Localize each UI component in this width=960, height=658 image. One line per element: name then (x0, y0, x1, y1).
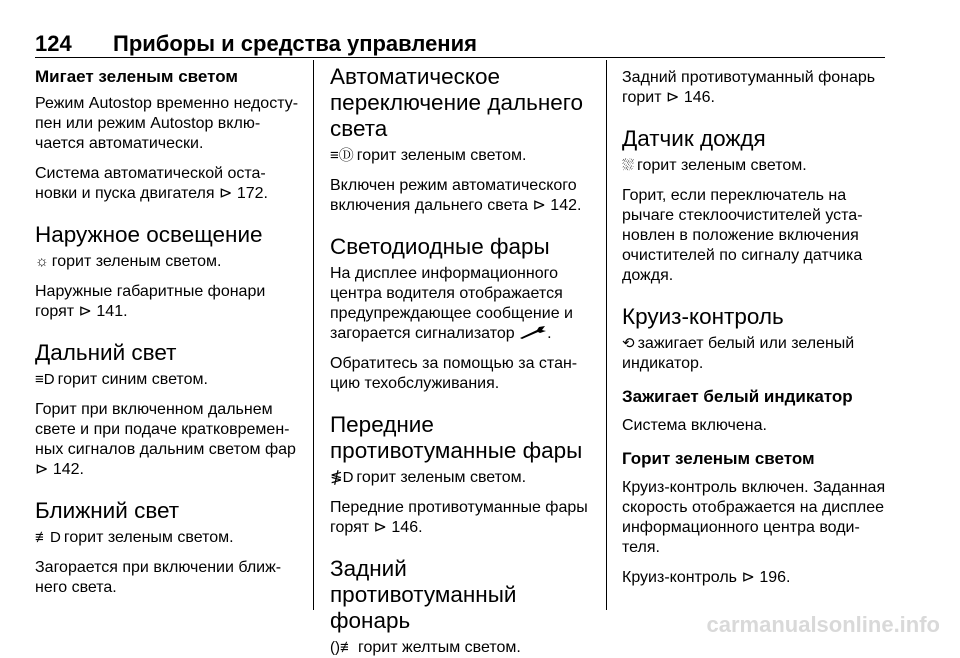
paragraph: На дисплее информационного центра водителя отображается предупреждающее сообщение и загорается сигнализатор . (330, 265, 573, 342)
header-rule (35, 57, 885, 58)
paragraph: Круиз-контроль ⊳ 196. (622, 569, 791, 586)
paragraph: Система включена. (622, 417, 767, 434)
paragraph: Задний противотуманный фонарь горит ⊳ 146. (622, 69, 876, 106)
paragraph: Обратитесь за помощью за стан-цию техобслуживания. (330, 355, 578, 392)
paragraph: Круиз-контроль включен. Заданная скорость отображается на дисплее информационного центра води-теля. (622, 479, 886, 556)
column-1 (35, 60, 300, 598)
status-line: ≡Ⓓ горит зеленым светом. (330, 147, 527, 164)
status-line: ⟲ зажигает белый или зеленый индикатор. (622, 335, 855, 372)
page-reference[interactable]: 146. (683, 89, 715, 106)
section-title-exterior: Наружное освещение (35, 222, 263, 247)
reference-arrow-icon: ⊳ (35, 461, 49, 478)
page-reference[interactable]: 142. (550, 197, 582, 214)
paragraph: Наружные габаритные фонари горят ⊳ 141. (35, 283, 266, 320)
page-reference[interactable]: 196. (759, 569, 791, 586)
section-title-high-beam: Дальний свет (35, 340, 177, 365)
rear-fog-icon: ()≢ (330, 639, 355, 656)
section-title-rear-fog: Задний противотуманный фонарь (330, 556, 517, 633)
page-reference[interactable]: 146. (391, 519, 423, 536)
reference-arrow-icon: ⊳ (532, 197, 546, 214)
column-divider-1 (313, 60, 314, 610)
low-beam-icon: ≢D (35, 529, 61, 546)
watermark: carmanualsonline.info (706, 612, 940, 637)
subsection-title-green: Горит зеленым светом (622, 449, 815, 468)
paragraph (35, 460, 300, 480)
high-beam-icon: ≡D (35, 371, 55, 388)
wrench-icon (519, 325, 547, 339)
reference-arrow-icon: ⊳ (373, 519, 387, 536)
status-line: ☼ горит зеленым светом. (35, 253, 222, 270)
section-title-rain-sensor: Датчик дождя (622, 126, 766, 151)
page-number: 124 (35, 31, 72, 56)
auto-high-beam-icon: ≡Ⓓ (330, 147, 354, 164)
section-title-led: Светодиодные фары (330, 234, 550, 259)
status-line: ⛆ горит зеленым светом. (622, 157, 807, 174)
cruise-control-icon: ⟲ (622, 335, 635, 352)
rain-sensor-icon: ⛆ (622, 157, 635, 174)
exterior-light-icon: ☼ (35, 253, 49, 270)
section-title-front-fog: Передние противотуманные фары (330, 412, 583, 463)
front-fog-icon: ≸D (330, 469, 354, 486)
status-line: ≢D горит зеленым светом. (35, 529, 234, 546)
paragraph: Система автоматической оста-новки и пуска двигателя ⊳ 172. (35, 165, 268, 202)
section-title-low-beam: Ближний свет (35, 498, 180, 523)
section-title-auto-high-beam: Автоматическое переключение дальнего света (330, 64, 583, 141)
reference-arrow-icon: ⊳ (666, 89, 680, 106)
column-divider-2 (606, 60, 607, 610)
subsection-title-white: Зажигает белый индикатор (622, 387, 853, 406)
paragraph: Горит, если переключатель на рычаге стеклоочистителей уста-новлен в положение включения очистителей по сигналу датчика дождя. (622, 187, 863, 284)
paragraph: Режим Autostop временно недосту-пен или режим Autostop вклю-чается автоматически. (35, 95, 299, 152)
status-line: ≡D горит синим светом. (35, 371, 208, 388)
reference-arrow-icon: ⊳ (78, 303, 92, 320)
column-3 (622, 60, 890, 588)
column-2 (330, 60, 595, 658)
section-title-cruise: Круиз-контроль (622, 304, 784, 329)
page-reference[interactable]: 172. (236, 185, 268, 202)
reference-arrow-icon: ⊳ (741, 569, 755, 586)
paragraph: Загорается при включении ближ-него света. (35, 559, 282, 596)
paragraph: Включен режим автоматического включения дальнего света ⊳ 142. (330, 177, 582, 214)
page-title: Приборы и средства управления (113, 31, 477, 56)
reference-arrow-icon: ⊳ (218, 185, 233, 202)
page-reference[interactable]: 142. (52, 461, 84, 478)
status-line: ≸D горит зеленым светом. (330, 469, 527, 486)
paragraph: Горит при включенном дальнем свете и при подаче кратковремен-ных сигналов дальним светом фар (35, 401, 296, 458)
paragraph: Передние противотуманные фары горят ⊳ 146. (330, 499, 588, 536)
section-title-green: Мигает зеленым светом (35, 67, 238, 86)
status-line: ()≢ горит желтым светом. (330, 639, 521, 656)
page-reference[interactable]: 141. (96, 303, 128, 320)
